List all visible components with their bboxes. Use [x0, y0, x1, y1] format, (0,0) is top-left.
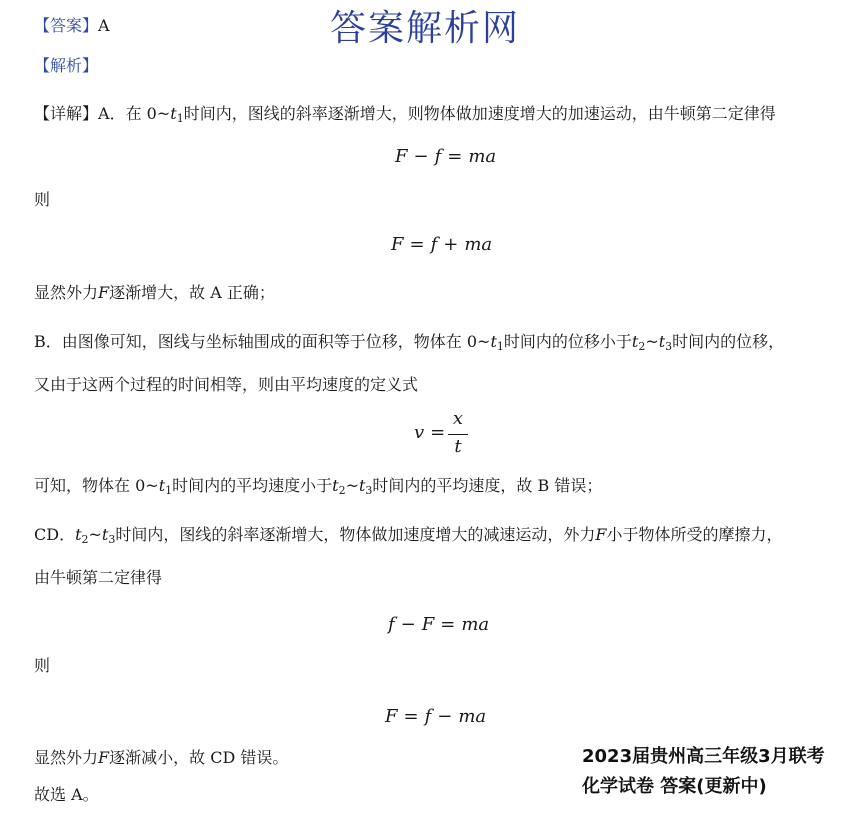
eq3-numerator: x	[452, 408, 464, 429]
b-text-2: 时间内的位移小于	[503, 332, 632, 351]
a-conclusion-text-2: 逐渐增大，故 A 正确；	[109, 283, 275, 302]
fraction-bar	[448, 434, 468, 435]
b-line-1	[34, 332, 784, 352]
b-line-2: 又由于这两个过程的时间相等，则由平均速度的定义式	[34, 375, 419, 394]
answer-line	[34, 16, 110, 36]
equation-2	[391, 234, 492, 255]
eq2-op2: +	[443, 234, 459, 255]
var-t: t	[101, 525, 109, 544]
eq3-op: =	[430, 422, 446, 443]
eq4-mid: F	[421, 614, 435, 635]
b-text-3: 时间内的位移，	[672, 332, 785, 351]
eq1-op2: =	[447, 146, 463, 167]
eq4-lhs: f	[388, 614, 395, 635]
tilde: ~	[88, 525, 102, 544]
var-t: t	[658, 332, 666, 351]
tilde: ~	[645, 332, 659, 351]
answer-value: A	[98, 16, 110, 35]
var-t: t	[75, 525, 82, 544]
var-t: t	[490, 332, 497, 351]
eq3-lhs: v	[414, 422, 425, 443]
var-F: F	[98, 283, 110, 302]
tilde: ~	[345, 476, 359, 495]
var-F: F	[595, 525, 607, 544]
var-F: F	[98, 748, 110, 767]
var-t: t	[332, 476, 339, 495]
cd-text-3: 小于物体所受的摩擦力，	[606, 525, 783, 544]
cd-text-1: CD．	[34, 525, 76, 544]
eq1-rhs: ma	[468, 146, 497, 167]
sub-3: 3	[665, 340, 673, 353]
eq4-rhs: ma	[461, 614, 490, 635]
sub-1: 1	[496, 340, 504, 353]
eq5-op2: −	[437, 706, 453, 727]
sub-2: 2	[638, 340, 646, 353]
eq4-op2: =	[440, 614, 456, 635]
cd-conclusion-text-2: 逐渐减小，故 CD 错误。	[109, 748, 289, 767]
sub-2: 2	[81, 533, 89, 546]
answer-label: 【答案】	[34, 16, 99, 35]
then-1: 则	[34, 190, 51, 209]
eq5-lhs: F	[385, 706, 398, 727]
final-answer: 故选 A。	[34, 785, 99, 804]
equation-1	[395, 146, 496, 167]
eq2-lhs: F	[391, 234, 404, 255]
detail-a-line	[34, 104, 776, 124]
watermark-title: 答案解析网	[330, 8, 521, 49]
cd-conclusion-text-1: 显然外力	[34, 748, 99, 767]
eq3-denominator: t	[454, 436, 462, 457]
eq1-mid: f	[434, 146, 442, 167]
promo-line-1: 2023届贵州高三年级3月联考	[582, 746, 825, 767]
eq4-op1: −	[400, 614, 416, 635]
eq1-lhs: F	[395, 146, 408, 167]
sub-1: 1	[176, 112, 184, 125]
equation-5	[385, 706, 486, 727]
a-conclusion	[34, 283, 275, 303]
then-2: 则	[34, 656, 51, 675]
b-text-1: B．由图像可知，图线与坐标轴围成的面积等于位移，物体在 0~	[34, 332, 491, 351]
eq5-op1: =	[403, 706, 419, 727]
b-conclusion-text-2: 时间内的平均速度小于	[172, 476, 333, 495]
sub-3: 3	[365, 484, 373, 497]
b-conclusion-text-3: 时间内的平均速度，故 B 错误；	[372, 476, 603, 495]
var-t: t	[170, 104, 177, 123]
eq5-rhs: ma	[458, 706, 487, 727]
a-conclusion-text-1: 显然外力	[34, 283, 99, 302]
cd-text-2: 时间内，图线的斜率逐渐增大，物体做加速度增大的减速运动，外力	[115, 525, 596, 544]
analysis-label: 【解析】	[34, 56, 99, 75]
detail-label: 【详解】	[34, 104, 99, 123]
eq2-mid: f	[430, 234, 438, 255]
cd-line-2: 由牛顿第二定律得	[34, 568, 163, 587]
sub-1: 1	[165, 484, 173, 497]
var-t: t	[158, 476, 166, 495]
var-t: t	[631, 332, 639, 351]
var-t: t	[358, 476, 366, 495]
eq2-rhs: ma	[464, 234, 493, 255]
sub-3: 3	[108, 533, 116, 546]
sub-2: 2	[338, 484, 346, 497]
cd-line-1	[34, 525, 783, 545]
equation-4	[388, 614, 489, 635]
eq3-lhs-and-op	[414, 422, 451, 443]
eq2-op1: =	[409, 234, 425, 255]
b-conclusion-text-1: 可知，物体在 0~	[34, 476, 159, 495]
b-conclusion	[34, 476, 602, 496]
eq1-op1: −	[413, 146, 429, 167]
detail-a-text-1: A．在 0~	[98, 104, 171, 123]
cd-conclusion	[34, 748, 288, 768]
promo-line-2: 化学试卷 答案(更新中)	[582, 776, 767, 797]
eq5-mid: f	[424, 706, 432, 727]
detail-a-text-2: 时间内，图线的斜率逐渐增大，则物体做加速度增大的加速运动，由牛顿第二定律得	[183, 104, 776, 123]
